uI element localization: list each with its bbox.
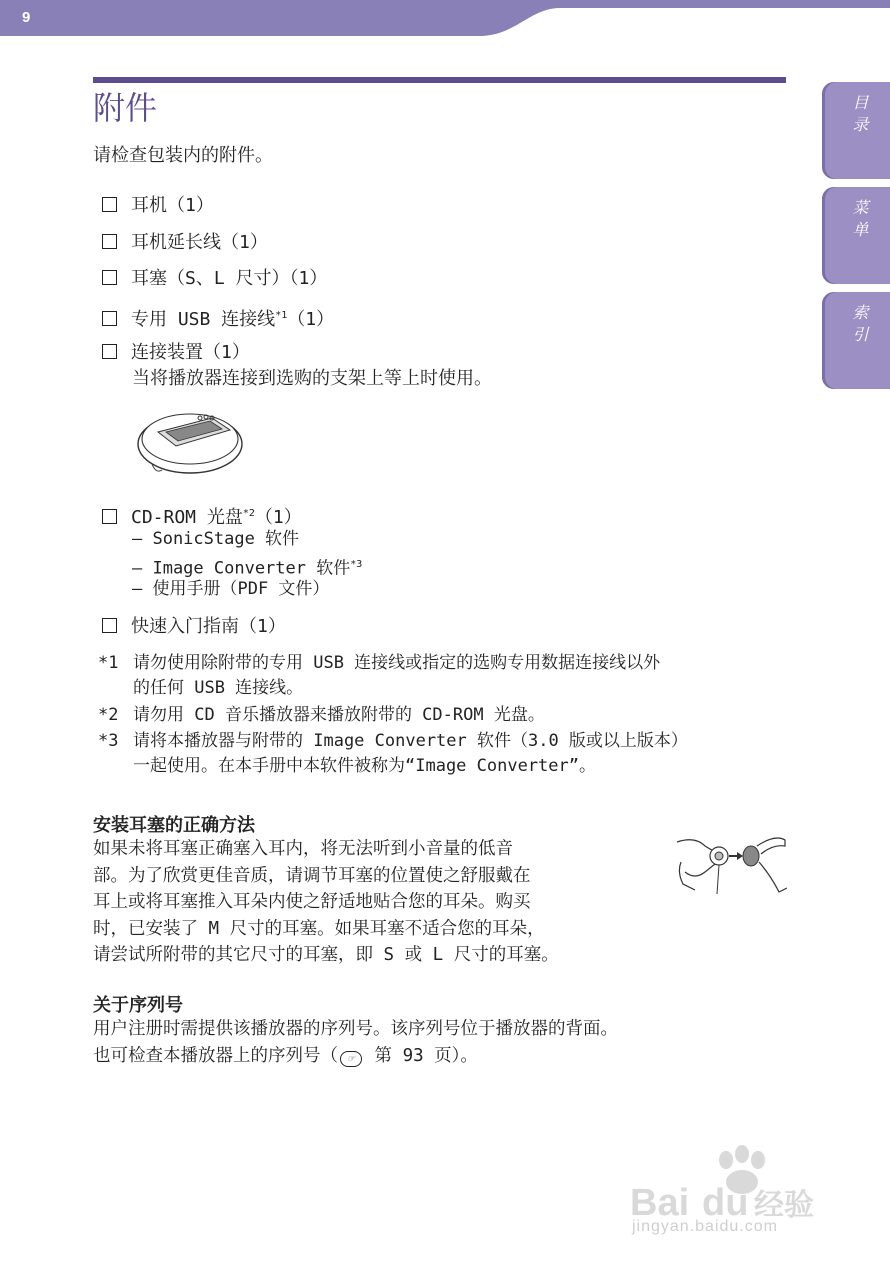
list-item: 连接装置（1）: [102, 340, 250, 365]
earbud-paragraph: 如果未将耳塞正确塞入耳内，将无法听到小音量的低音 部。为了欣赏更佳音质，请调节耳塞的位置使之舒服戴在 耳上或将耳塞推入耳朵内使之舒适地贴合您的耳朵。购买 时，已安装了 M 尺寸的耳塞。如果耳塞不适合您的耳朵， 请尝试所附带的其它尺寸的耳塞，即 S 或 L 尺寸的耳塞。: [93, 839, 559, 965]
cdrom-content-item: — 使用手册（PDF 文件）: [132, 579, 330, 599]
section-heading: 关于序列号: [93, 995, 183, 1016]
tab-menu[interactable]: [822, 187, 890, 284]
page-reference-icon: ☞: [340, 1051, 362, 1067]
tab-label: 菜单: [850, 199, 869, 243]
checkbox-icon: [102, 270, 117, 285]
page-number: 9: [22, 9, 31, 26]
list-item: 耳机延长线（1）: [102, 230, 268, 255]
footnote-mark: *2: [98, 705, 119, 725]
cdrom-content-item: — Image Converter 软件$^{*3}$: [132, 558, 363, 579]
checkbox-icon: [102, 618, 117, 633]
page-title: 附件: [93, 89, 158, 127]
checkbox-icon: [102, 344, 117, 359]
title-rule: [93, 77, 786, 83]
section-heading: 安装耳塞的正确方法: [93, 815, 255, 836]
list-item: 专用 USB 连接线$^{*1}$（1）: [102, 303, 334, 332]
tab-label: 索引: [850, 304, 869, 348]
intro-text: 请检查包装内的附件。: [93, 145, 273, 166]
list-item: CD-ROM 光盘$^{*2}$（1）: [102, 501, 302, 530]
tab-contents[interactable]: [822, 82, 890, 179]
header-bar: [0, 0, 890, 36]
tab-label: 目录: [850, 94, 869, 138]
checkbox-icon: [102, 197, 117, 212]
list-item: 耳塞（S、L 尺寸）（1）: [102, 266, 327, 291]
svg-text:经验: 经验: [754, 1188, 814, 1223]
connection-cradle-image: [134, 404, 246, 478]
cdrom-content-item: — SonicStage 软件: [132, 529, 300, 549]
serial-paragraph: 用户注册时需提供该播放器的序列号。该序列号位于播放器的背面。 也可检查本播放器上的序列号（ ☞ 第 93 页）。: [93, 1019, 618, 1066]
checkbox-icon: [102, 509, 117, 524]
tab-index[interactable]: [822, 292, 890, 389]
earbud-fitting-image: [675, 832, 787, 894]
item-description: 当将播放器连接到选购的支架上等上时使用。: [132, 368, 492, 389]
list-item: 快速入门指南（1）: [102, 614, 286, 639]
checkbox-icon: [102, 234, 117, 249]
list-item: 耳机（1）: [102, 193, 214, 218]
svg-text:Bai: Bai: [630, 1182, 690, 1224]
watermark-url: jingyan.baidu.com: [632, 1218, 778, 1235]
footnote-mark: *3: [98, 731, 119, 751]
checkbox-icon: [102, 311, 117, 326]
svg-text:du: du: [702, 1182, 749, 1224]
footnote-mark: *1: [98, 653, 119, 673]
